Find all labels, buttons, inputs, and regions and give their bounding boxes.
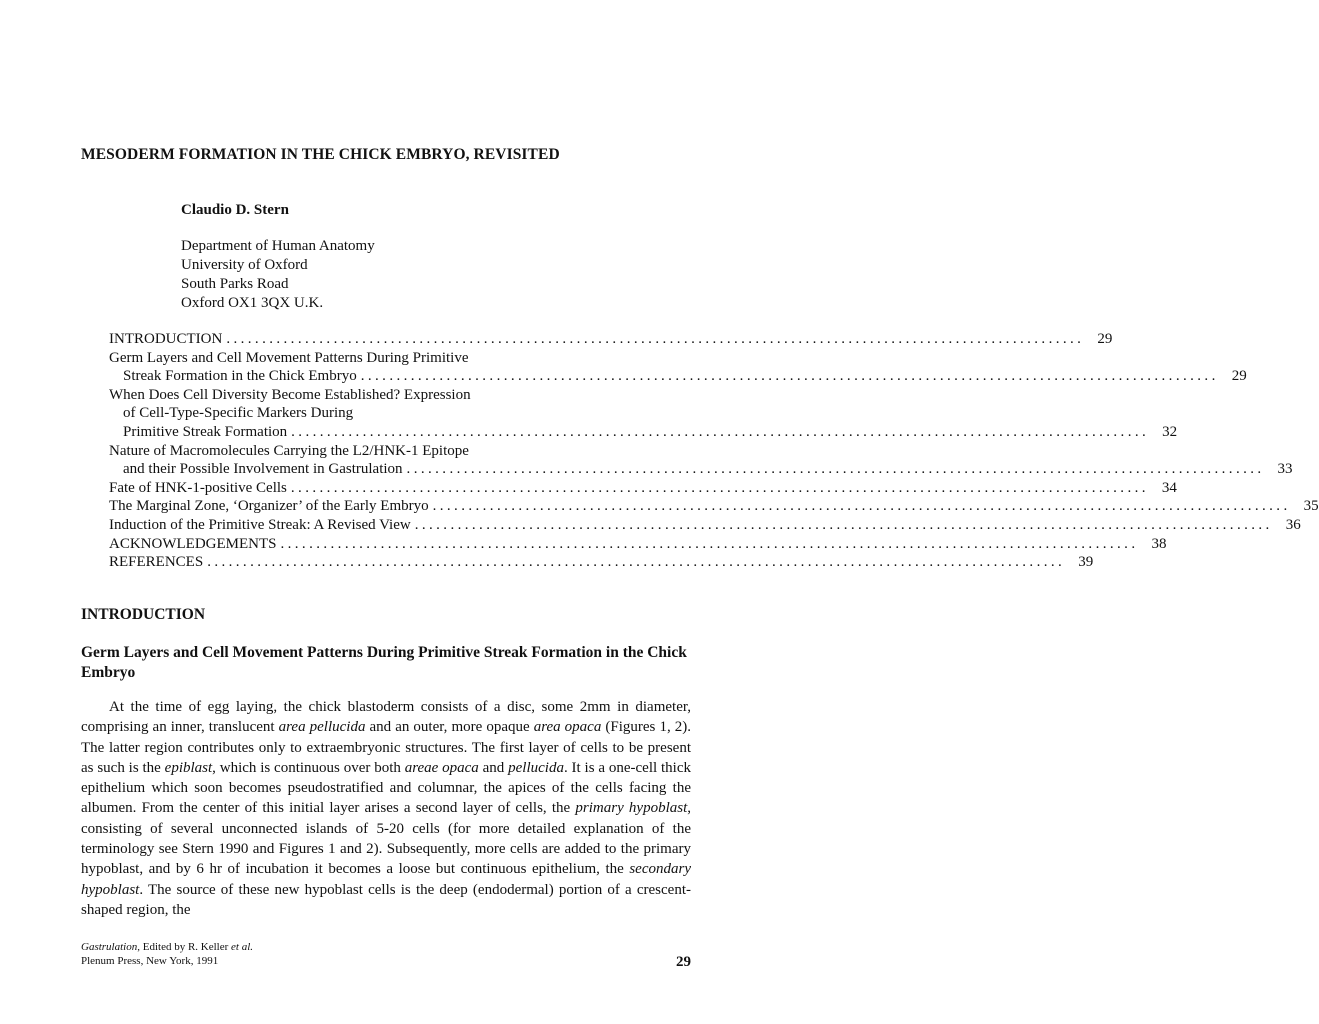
affiliation-line: South Parks Road: [181, 276, 289, 292]
toc-entry-text: REFERENCES: [109, 554, 204, 571]
body-text: [81, 697, 691, 920]
italic-term: secondary hypoblast: [81, 861, 691, 898]
toc-entry-text: The Marginal Zone, ‘Organizer’ of the Early Embryo: [109, 498, 429, 515]
toc-entry-text: INTRODUCTION: [109, 331, 223, 347]
italic-term: primary hypoblast: [575, 800, 688, 817]
text-run: and: [478, 759, 509, 776]
affiliation-line: Oxford OX1 3QX U.K.: [181, 295, 324, 311]
text-run: , which is continuous over both: [212, 759, 405, 776]
book-title: Gastrulation: [81, 941, 138, 953]
toc-entry-text: Primitive Streak Formation: [123, 423, 288, 440]
toc-page-number: 29: [1231, 368, 1247, 385]
italic-term: epiblast: [164, 759, 213, 776]
table-of-contents: [109, 330, 1319, 572]
toc-entry-line: [109, 479, 1177, 498]
text-run: . The source of these new hypoblast cells is the deep (endodermal) portion of a crescent-shaped region, the: [81, 881, 691, 918]
affiliation-line: Department of Human Anatomy: [181, 238, 375, 254]
paper-title: MESODERM FORMATION IN THE CHICK EMBRYO, REVISITED: [81, 146, 560, 163]
toc-entry-line: [109, 404, 687, 423]
toc-entry-line: [109, 460, 1293, 479]
toc-page-number: 29: [1097, 331, 1113, 347]
toc-entry-line: [109, 516, 1301, 535]
toc-dot-leader: ........................................................................................................................: [432, 498, 1291, 515]
toc-page-number: 32: [1162, 423, 1178, 440]
toc-entry-text: ACKNOWLEDGEMENTS: [109, 535, 277, 552]
toc-dot-leader: ........................................................................................................................: [290, 479, 1149, 496]
toc-entry-text: Fate of HNK-1-positive Cells: [109, 479, 287, 496]
toc-entry-line: [109, 349, 687, 368]
toc-entry-line: [109, 386, 687, 405]
section-heading: INTRODUCTION: [81, 606, 206, 623]
toc-entry-line: [109, 330, 1113, 349]
author-affiliation: [181, 237, 375, 313]
et-al: et al.: [231, 941, 254, 953]
toc-page-number: 36: [1285, 516, 1301, 533]
toc-entry-line: [109, 367, 1247, 386]
toc-entry-line: [109, 535, 1167, 554]
toc-entry-text: Streak Formation in the Chick Embryo: [123, 368, 357, 385]
text-run: and an outer, more opaque: [365, 719, 534, 736]
text-run: . It is a one-cell thick epithelium which soon becomes pseudostratified and columnar, the apices of the cells facing the albumen. From the center of this initial layer arises a second layer of cells, the: [81, 759, 691, 817]
footer-citation: [81, 940, 253, 954]
subsection-heading: Germ Layers and Cell Movement Patterns During Primitive Streak Formation in the Chick Embryo: [81, 644, 687, 681]
toc-entry-text: Nature of Macromolecules Carrying the L2/HNK-1 Epitope: [109, 442, 469, 459]
toc-entry-line: [109, 553, 1094, 572]
text-run: , consisting of several unconnected islands of 5-20 cells (for more detailed explanation of the terminology see Stern 1990 and Figures 1 and 2). Subsequently, more cells are added to the primary hypoblast, and by 6 hr of incubation it becomes a loose but continuous epithelium, the: [81, 800, 691, 878]
toc-entry-text: When Does Cell Diversity Become Established? Expression: [109, 386, 471, 403]
toc-dot-leader: ........................................................................................................................: [414, 516, 1273, 533]
toc-entry-line: [109, 423, 1178, 442]
toc-entry-text: of Cell-Type-Specific Markers During: [123, 405, 354, 422]
toc-page-number: 35: [1303, 498, 1319, 515]
toc-entry-text: Induction of the Primitive Streak: A Revised View: [109, 516, 411, 533]
toc-entry-text: Germ Layers and Cell Movement Patterns During Primitive: [109, 349, 469, 366]
italic-term: areae opaca: [404, 759, 479, 776]
toc-page-number: 38: [1151, 535, 1167, 552]
toc-entry-line: [109, 497, 1319, 516]
toc-page-number: 34: [1161, 479, 1177, 496]
toc-page-number: 33: [1277, 461, 1293, 478]
body-paragraph: [81, 697, 691, 920]
toc-dot-leader: ........................................................................................................................: [291, 423, 1150, 440]
text-run: (Figures 1, 2). The latter region contributes only to extraembryonic structures. The first layer of cells to be present as such is the: [81, 719, 691, 776]
page-number: 29: [676, 954, 691, 970]
toc-dot-leader: ........................................................................................................................: [207, 554, 1066, 571]
toc-dot-leader: ........................................................................................................................: [406, 461, 1265, 478]
affiliation-line: University of Oxford: [181, 257, 308, 273]
toc-entry-text: and their Possible Involvement in Gastrulation: [123, 461, 403, 478]
toc-dot-leader: ........................................................................................................................: [360, 368, 1219, 385]
italic-term: area pellucida: [278, 719, 366, 736]
italic-term: area opaca: [533, 719, 602, 736]
toc-dot-leader: ........................................................................................................................: [226, 331, 1085, 347]
toc-page-number: 39: [1078, 554, 1094, 571]
italic-term: pellucida: [508, 759, 564, 776]
page-footer: [81, 940, 253, 968]
toc-dot-leader: ........................................................................................................................: [280, 535, 1139, 552]
text-run: At the time of egg laying, the chick blastoderm consists of a disc, some 2mm in diameter, comprising an inner, translucent: [81, 699, 691, 736]
footer-publisher: Plenum Press, New York, 1991: [81, 955, 219, 967]
toc-entry-line: [109, 442, 687, 461]
author-name: Claudio D. Stern: [181, 202, 289, 218]
editor-text: , Edited by R. Keller: [137, 941, 232, 953]
